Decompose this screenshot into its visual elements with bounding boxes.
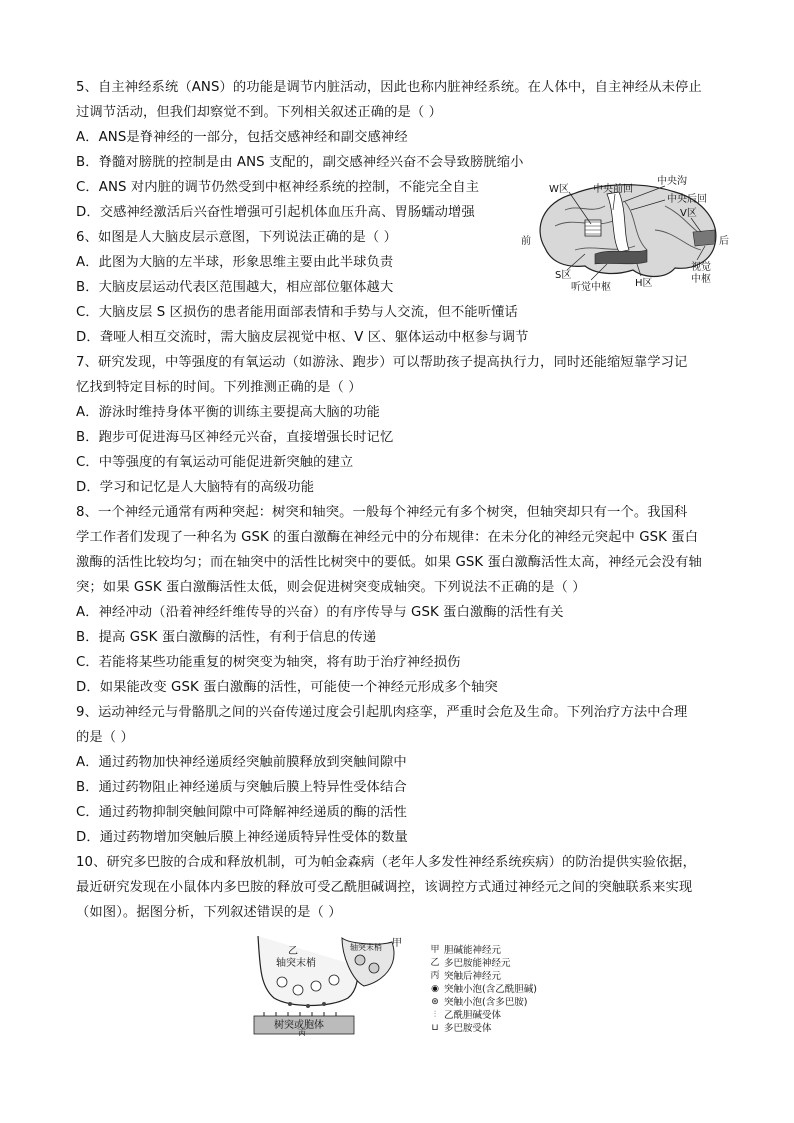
- q7-stem-line1: 7、研究发现，中等强度的有氧运动（如游泳、跑步）可以帮助孩子提高执行力，同时还能缩短靠学习记: [76, 355, 688, 370]
- q10-stem-line2: 最近研究发现在小鼠体内多巴胺的释放可受乙酰胆碱调控，该调控方式通过神经元之间的突触联系来实现: [76, 880, 693, 895]
- q7-option-a: A．游泳时维持身体平衡的训练主要提高大脑的功能: [76, 405, 380, 420]
- brain-label-w: W区: [549, 184, 569, 195]
- legend-text: 突触小泡(含多巴胺): [444, 997, 528, 1008]
- brain-label-auditory: 听觉中枢: [571, 282, 611, 293]
- q7-option-d: D．学习和记忆是人大脑特有的高级功能: [76, 480, 315, 495]
- q5-option-a: A．ANS是脊神经的一部分，包括交感神经和副交感神经: [76, 130, 408, 145]
- brain-cortex-figure: [515, 170, 735, 295]
- q6-option-c: C．大脑皮层 S 区损伤的患者能用面部表情和手势与人交流，但不能听懂话: [76, 305, 518, 320]
- q7-option-b: B．跑步可促进海马区神经元兴奋，直接增强长时记忆: [76, 430, 394, 445]
- q6-stem: 6、如图是人大脑皮层示意图，下列说法正确的是（ ）: [76, 230, 398, 245]
- legend-text: 多巴胺能神经元: [444, 958, 511, 969]
- legend-item: [430, 1009, 537, 1022]
- legend-text: 突触后神经元: [444, 971, 502, 982]
- legend-item: [430, 996, 537, 1009]
- q8-stem-line4: 突；如果 GSK 蛋白激酶活性太低，则会促进树突变成轴突。下列说法不正确的是（ ）: [76, 580, 586, 595]
- legend-symbol: 乙: [430, 958, 440, 968]
- q7-option-c: C．中等强度的有氧运动可能促进新突触的建立: [76, 455, 354, 470]
- q5-option-d: D．交感神经激活后兴奋性增强可引起机体血压升高、胃肠蠕动增强: [76, 205, 475, 220]
- legend-text: 多巴胺受体: [444, 1023, 492, 1034]
- legend-item: [430, 1022, 537, 1035]
- synapse-label-yi: 乙: [288, 946, 298, 957]
- q9-option-b: B．通过药物阻止神经递质与突触后膜上特异性受体结合: [76, 780, 407, 795]
- q8-option-c: C．若能将某些功能重复的树突变为轴突，将有助于治疗神经损伤: [76, 655, 461, 670]
- legend-item: [430, 944, 537, 957]
- legend-text: 乙酰胆碱受体: [444, 1010, 502, 1021]
- q8-option-a: A．神经冲动（沿着神经纤维传导的兴奋）的有序传导与 GSK 蛋白激酶的活性有关: [76, 605, 564, 620]
- brain-label-h: H区: [635, 278, 653, 289]
- legend-text: 突触小泡(含乙酰胆碱): [444, 984, 537, 995]
- legend-item: [430, 970, 537, 983]
- q8-stem-line3: 激酶的活性比较均匀；而在轴突中的活性比树突中的要低。如果 GSK 蛋白激酶活性太高，神经元会没有轴: [76, 555, 702, 570]
- synapse-label-jia: 甲: [392, 938, 402, 949]
- q9-stem-line1: 9、运动神经元与骨骼肌之间的兴奋传递过度会引起肌肉痉挛，严重时会危及生命。下列治疗方法中合理: [76, 705, 688, 720]
- synapse-figure: [250, 936, 410, 1036]
- legend-text: 胆碱能神经元: [444, 945, 502, 956]
- brain-label-visual-1: 视觉: [691, 262, 711, 273]
- synapse-label-bing: 丙: [298, 1029, 306, 1036]
- q9-option-d: D．通过药物增加突触后膜上神经递质特异性受体的数量: [76, 830, 408, 845]
- q9-option-c: C．通过药物抑制突触间隙中可降解神经递质的酶的活性: [76, 805, 407, 820]
- q5-option-b: B．脊髓对膀胱的控制是由 ANS 支配的，副交感神经兴奋不会导致膀胱缩小: [76, 155, 524, 170]
- q9-option-a: A．通过药物加快神经递质经突触前膜释放到突触间隙中: [76, 755, 407, 770]
- legend-item: [430, 983, 537, 996]
- brain-label-v: V区: [680, 208, 697, 219]
- q5-stem-line2: 过调节活动，但我们却察觉不到。下列相关叙述正确的是（ ）: [76, 105, 443, 120]
- q8-option-d: D．如果能改变 GSK 蛋白激酶的活性，可能使一个神经元形成多个轴突: [76, 680, 498, 695]
- brain-label-visual-2: 中枢: [691, 274, 711, 285]
- q8-option-b: B．提高 GSK 蛋白激酶的活性，有利于信息的传递: [76, 630, 377, 645]
- q5-option-c: C．ANS 对内脏的调节仍然受到中枢神经系统的控制，不能完全自主: [76, 180, 480, 195]
- synapse-legend: [430, 944, 537, 1035]
- q5-stem-line1: 5、自主神经系统（ANS）的功能是调节内脏活动，因此也称内脏神经系统。在人体中，自主神经从未停止: [76, 80, 702, 95]
- brain-label-front: 前: [521, 236, 531, 247]
- vesicle-ach-icon: ◉: [431, 984, 439, 994]
- q6-option-a: A．此图为大脑的左半球，形象思维主要由此半球负责: [76, 255, 394, 270]
- brain-label-back: 后: [719, 236, 729, 247]
- synapse-label-axon-jia: 轴突末梢: [350, 943, 382, 952]
- ach-receptor-icon: ⫶: [433, 1010, 437, 1020]
- q7-stem-line2: 忆找到特定目标的时间。下列推测正确的是（ ）: [76, 380, 362, 395]
- q8-stem-line1: 8、一个神经元通常有两种突起：树突和轴突。一般每个神经元有多个树突，但轴突却只有一个。我国科: [76, 505, 688, 520]
- brain-label-s: S区: [555, 270, 572, 281]
- legend-symbol: 甲: [430, 945, 440, 955]
- dopamine-receptor-icon: ⊔: [431, 1023, 439, 1033]
- legend-item: [430, 957, 537, 970]
- q8-stem-line2: 学工作者们发现了一种名为 GSK 的蛋白激酶在神经元中的分布规律：在未分化的神经元突起中 GSK 蛋白: [76, 530, 699, 545]
- brain-label-postcentral: 中央后回: [667, 194, 707, 205]
- q9-stem-line2: 的是（ ）: [76, 730, 134, 745]
- vesicle-dopamine-icon: ⊛: [431, 997, 439, 1007]
- q6-option-b: B．大脑皮层运动代表区范围越大，相应部位躯体越大: [76, 280, 394, 295]
- q10-stem-line1: 10、研究多巴胺的合成和释放机制，可为帕金森病（老年人多发性神经系统疾病）的防治提供实验依据，: [76, 855, 696, 870]
- q10-stem-line3: （如图）。据图分析，下列叙述错误的是（ ）: [76, 905, 342, 920]
- synapse-label-axon-yi: 轴突末梢: [276, 958, 316, 969]
- legend-symbol: 丙: [430, 971, 440, 981]
- brain-label-precentral: 中央前回: [593, 184, 633, 195]
- q6-option-d: D．聋哑人相互交流时，需大脑皮层视觉中枢、V 区、躯体运动中枢参与调节: [76, 330, 529, 345]
- synapse-label-dendrite: 树突或胞体: [274, 1020, 324, 1031]
- brain-label-central-sulcus: 中央沟: [657, 176, 687, 187]
